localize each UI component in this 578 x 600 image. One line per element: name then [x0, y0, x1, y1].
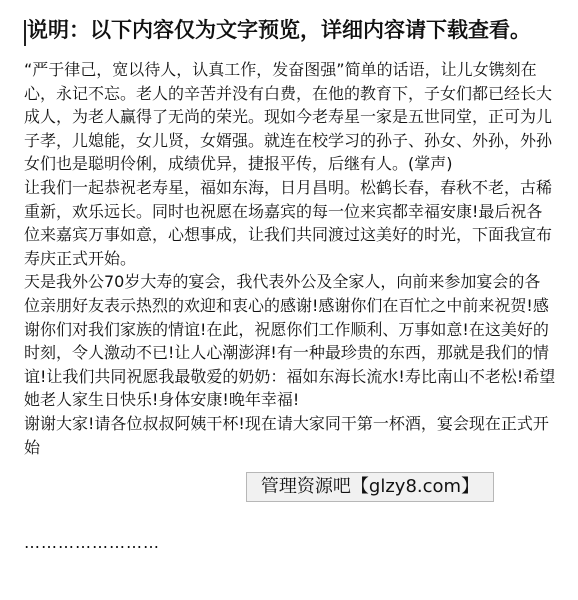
- paragraph-2: 让我们一起恭祝老寿星，福如东海，日月昌明。松鹤长春，春秋不老，古稀重新，欢乐远长。同时也祝愿在场嘉宾的每一位来宾都幸福安康!最后祝各位来嘉宾万事如意，心想事成，让我们共同渡过这美好的时光，下面我宣布寿庆正式开始。: [24, 177, 553, 268]
- site-watermark: [246, 472, 494, 502]
- document-body: [24, 58, 556, 459]
- footer-dots: ……………………: [24, 533, 160, 552]
- watermark-text: 管理资源吧【glzy8.com】: [260, 476, 480, 497]
- paragraph-1: “严于律己，宽以待人，认真工作，发奋图强”简单的话语，让儿女镌刻在心，永记不忘。老人的辛苦并没有白费，在他的教育下，子女们都已经长大成人，为老人赢得了无尚的荣光。现如今老寿星一家是五世同堂，正可为儿子孝，儿媳能，女儿贤，女婿强。就连在校学习的孙子、孙女、外孙，外孙女们也是聪明伶俐，成绩优异，捷报平传，后继有人。(掌声): [24, 60, 553, 174]
- paragraph-4: 谢谢大家!请各位叔叔阿姨干杯!现在请大家同干第一杯酒，宴会现在正式开始: [24, 413, 549, 457]
- header-vertical-bar: [24, 20, 26, 46]
- paragraph-3: 天是我外公70岁大寿的宴会，我代表外公及全家人，向前来参加宴会的各位亲朋好友表示热烈的欢迎和衷心的感谢!感谢你们在百忙之中前来祝贺!感谢你们对我们家族的情谊!在此，祝愿你们工作顺利、万事如意!在这美好的时刻，令人激动不已!让人心潮澎湃!有一种最珍贵的东西，那就是我们的情谊!让我们共同祝愿我最敬爱的奶奶：福如东海长流水!寿比南山不老松!希望她老人家生日快乐!身体安康!晚年幸福!: [24, 272, 556, 410]
- preview-notice: 说明：以下内容仅为文字预览，详细内容请下载查看。: [27, 18, 531, 42]
